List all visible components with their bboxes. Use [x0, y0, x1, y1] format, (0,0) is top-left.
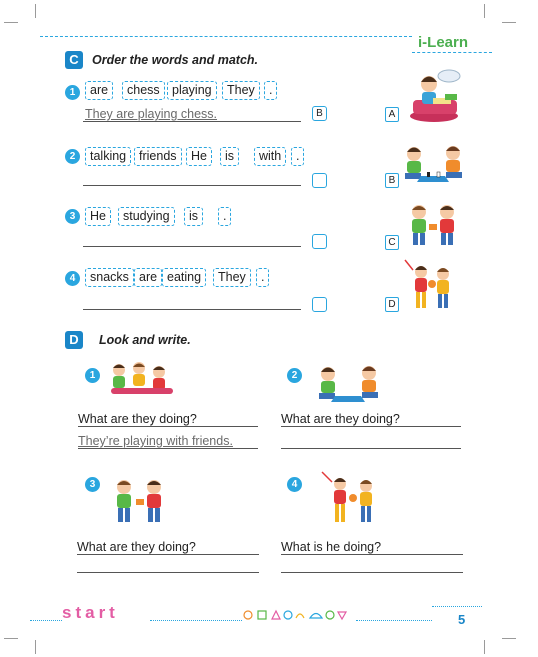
word-chip[interactable]: He — [186, 147, 212, 166]
crop-mark — [35, 4, 36, 18]
picture-letter: A — [385, 107, 399, 122]
footer-start-text — [62, 603, 119, 623]
crop-mark — [4, 22, 18, 23]
match-box[interactable] — [312, 297, 327, 312]
section-d-badge: D — [65, 331, 83, 349]
item-number: 4 — [65, 271, 80, 286]
picture-d3-boys-talking — [110, 477, 172, 535]
word-chip[interactable]: with — [254, 147, 286, 166]
word-chip[interactable]: friends — [134, 147, 182, 166]
answer-line[interactable] — [281, 448, 461, 449]
word-chip[interactable]: They — [222, 81, 260, 100]
section-c-badge: C — [65, 51, 83, 69]
question-line — [78, 426, 258, 427]
picture-d-kids-eating-snacks — [403, 258, 461, 314]
question-text: What are they doing? — [78, 412, 197, 426]
footer-dotted-line-diagonal — [432, 606, 482, 607]
word-chip[interactable]: . — [264, 81, 277, 100]
picture-d1-friends-playing — [107, 360, 179, 400]
word-chip[interactable]: eating — [162, 268, 206, 287]
section-d-title: Look and write. — [99, 333, 191, 347]
crop-mark — [35, 640, 36, 654]
match-box[interactable] — [312, 234, 327, 249]
brand-text: i-Learn — [418, 34, 469, 51]
word-chip[interactable]: . — [256, 268, 269, 287]
word-chip[interactable]: snacks — [85, 268, 134, 287]
word-chip[interactable]: playing — [167, 81, 217, 100]
word-chip[interactable]: . — [218, 207, 231, 226]
picture-letter: C — [385, 235, 399, 250]
word-chip[interactable]: He — [85, 207, 111, 226]
picture-letter: D — [385, 297, 399, 312]
picture-d4-kids-eating — [320, 470, 386, 534]
word-chip[interactable]: chess — [122, 81, 165, 100]
header-dashed-line — [40, 36, 412, 37]
doodle-icons — [242, 608, 354, 622]
crop-mark — [502, 638, 516, 639]
word-chip[interactable]: are — [85, 81, 113, 100]
answer-line[interactable] — [83, 121, 301, 122]
answer-line[interactable] — [281, 572, 463, 573]
crop-mark — [502, 22, 516, 23]
answer-line[interactable] — [83, 246, 301, 247]
word-chip[interactable]: talking — [85, 147, 131, 166]
footer-dotted-line-right — [356, 620, 432, 621]
question-line — [77, 554, 259, 555]
picture-d2-boys-playing-chess — [315, 362, 383, 406]
item-number: 4 — [287, 477, 302, 492]
answer-line[interactable] — [83, 309, 301, 310]
item-number: 1 — [65, 85, 80, 100]
match-box[interactable] — [312, 173, 327, 188]
header-dashed-line-right — [412, 52, 492, 53]
brand-logo — [418, 34, 468, 51]
item-number: 3 — [85, 477, 100, 492]
crop-mark — [484, 4, 485, 18]
answer-line[interactable] — [77, 572, 259, 573]
answer-text: They are playing chess. — [85, 107, 218, 121]
question-text: What is he doing? — [281, 540, 382, 554]
picture-b-boys-playing-chess — [401, 142, 465, 186]
word-chip[interactable]: . — [291, 147, 304, 166]
footer-dotted-line-mid — [150, 620, 242, 621]
item-number: 3 — [65, 209, 80, 224]
answer-line[interactable] — [83, 185, 301, 186]
match-box[interactable]: B — [312, 106, 327, 121]
word-chip[interactable]: They — [213, 268, 251, 287]
question-line — [281, 554, 463, 555]
start-label: start — [62, 603, 119, 622]
picture-c-boys-talking — [405, 202, 463, 250]
word-chip[interactable]: is — [184, 207, 203, 226]
answer-text: They’re playing with friends. — [78, 434, 233, 448]
item-number: 2 — [287, 368, 302, 383]
item-number: 1 — [85, 368, 100, 383]
picture-letter: B — [385, 173, 399, 188]
word-chip[interactable]: are — [134, 268, 162, 287]
question-line — [281, 426, 461, 427]
word-chip[interactable]: studying — [118, 207, 175, 226]
picture-a-boy-reading — [403, 66, 465, 124]
section-c-title: Order the words and match. — [92, 53, 259, 67]
word-chip[interactable]: is — [220, 147, 239, 166]
item-number: 2 — [65, 149, 80, 164]
crop-mark — [484, 640, 485, 654]
footer-dotted-line-left — [30, 620, 62, 621]
page-number: 5 — [458, 612, 466, 627]
answer-line[interactable] — [78, 448, 258, 449]
question-text: What are they doing? — [281, 412, 400, 426]
question-text: What are they doing? — [77, 540, 196, 554]
crop-mark — [4, 638, 18, 639]
